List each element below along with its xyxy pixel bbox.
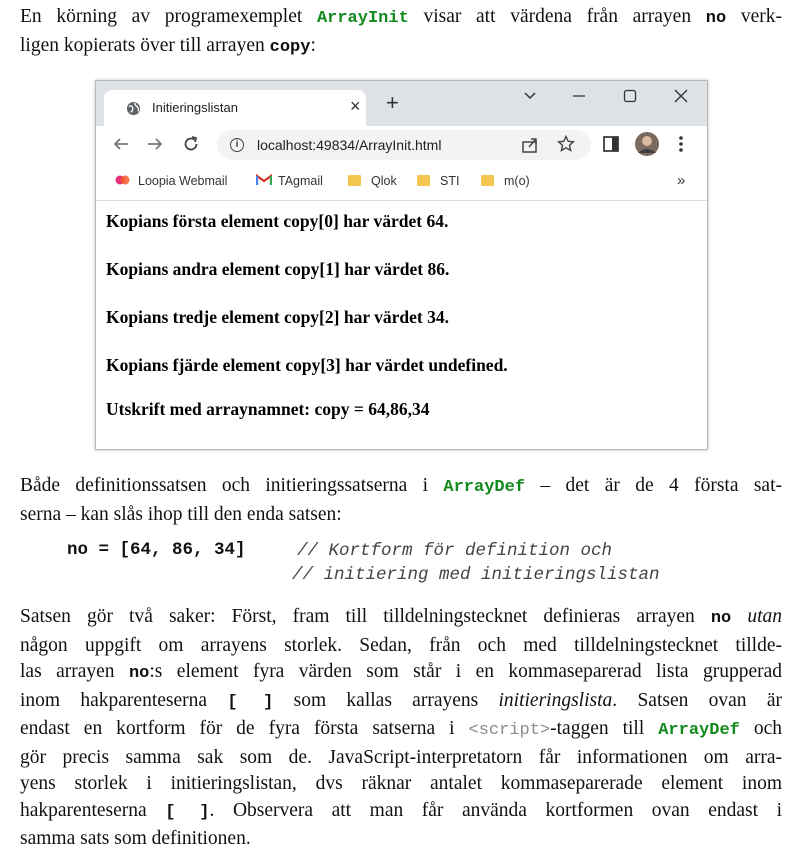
bookmark-star-icon[interactable] bbox=[557, 135, 575, 158]
new-tab-button[interactable]: + bbox=[386, 90, 399, 115]
globe-icon bbox=[126, 101, 141, 121]
folder-icon bbox=[481, 175, 494, 186]
para3-line-6: gör precis samma sak som de. JavaScript-interpretatorn får informationen om arra- bbox=[20, 746, 782, 768]
browser-toolbar bbox=[96, 126, 707, 164]
minimize-icon[interactable] bbox=[572, 89, 586, 108]
para3-line-2: någon uppgift om arrayens storlek. Sedan, från och med tilldelningstecknet tillde- bbox=[20, 634, 782, 656]
share-icon[interactable] bbox=[521, 136, 539, 159]
gmail-icon bbox=[256, 174, 272, 186]
close-window-icon[interactable] bbox=[674, 89, 688, 108]
menu-dots-icon[interactable] bbox=[678, 135, 684, 157]
code-arrayinit: ArrayInit bbox=[316, 9, 409, 28]
browser-titlebar bbox=[96, 81, 707, 126]
para2-line-1: Både definitionssatsen och initieringssatserna i ArrayDef – det är de 4 första sat- bbox=[20, 475, 782, 497]
paragraph-arraydef bbox=[20, 473, 782, 528]
paragraph-explanation bbox=[20, 604, 782, 853]
output-line-4: Kopians fjärde element copy[3] har värdet undefined. bbox=[106, 355, 508, 375]
output-line-1: Kopians första element copy[0] har värdet 64. bbox=[106, 211, 449, 231]
para3-line-8: hakparenteserna [ ]. Observera att man får använda kortformen ovan endast i bbox=[20, 799, 782, 822]
para3-line-4: inom hakparenteserna [ ] som kallas arrayens initieringslista. Satsen ovan är bbox=[20, 689, 782, 712]
bookmark-mo[interactable]: m(o) bbox=[481, 174, 530, 188]
code-comment-1: // Kortform för definition och bbox=[297, 541, 613, 561]
code-no: no bbox=[705, 9, 727, 28]
folder-icon bbox=[417, 175, 430, 186]
loopia-icon bbox=[114, 174, 132, 186]
tab-title: Initieringslistan bbox=[152, 100, 238, 115]
para3-line-5: endast en kortform för de fyra första satserna i <script>-taggen till ArrayDef och bbox=[20, 718, 782, 740]
address-bar[interactable] bbox=[217, 130, 591, 160]
code-statement: no = [64, 86, 34] bbox=[67, 540, 246, 560]
tab-search-icon[interactable] bbox=[523, 89, 537, 108]
output-line-3: Kopians tredje element copy[2] har värdet 34. bbox=[106, 307, 449, 327]
code-comment-2: // initiering med initieringslistan bbox=[292, 565, 660, 585]
bookmark-loopia-webmail[interactable]: Loopia Webmail bbox=[114, 174, 227, 188]
browser-window bbox=[95, 80, 708, 450]
output-line-2: Kopians andra element copy[1] har värdet 86. bbox=[106, 259, 450, 279]
more-bookmarks-button[interactable]: » bbox=[677, 172, 686, 189]
bookmarks-bar bbox=[96, 164, 707, 201]
maximize-icon[interactable] bbox=[623, 89, 637, 108]
para2-line-2: serna – kan slås ihop till den enda satsen: bbox=[20, 503, 342, 525]
bookmark-qlok[interactable]: Qlok bbox=[348, 174, 397, 188]
back-arrow-icon[interactable] bbox=[112, 135, 130, 157]
para3-line-1: Satsen gör två saker: Först, fram till tilldelningstecknet definieras arrayen no utan bbox=[20, 606, 782, 628]
intro-line-2: ligen kopierats över till arrayen copy: bbox=[20, 34, 316, 57]
reload-icon[interactable] bbox=[182, 135, 200, 157]
code-copy: copy bbox=[269, 37, 311, 57]
side-panel-icon[interactable] bbox=[602, 135, 620, 157]
code-arraydef: ArrayDef bbox=[443, 478, 526, 497]
output-line-5: Utskrift med arraynamnet: copy = 64,86,34 bbox=[106, 399, 430, 419]
site-info-icon[interactable]: i bbox=[230, 138, 244, 152]
browser-tab[interactable] bbox=[104, 90, 366, 126]
page-content bbox=[96, 201, 707, 449]
url-text: localhost:49834/ArrayInit.html bbox=[257, 137, 442, 153]
bookmark-sti[interactable]: STI bbox=[417, 174, 459, 188]
avatar[interactable] bbox=[634, 131, 660, 161]
bookmark-tagmail[interactable]: TAgmail bbox=[256, 174, 323, 188]
para3-line-7: yens storlek i initieringslistan, dvs räknar antalet kommaseparerade element inom bbox=[20, 773, 782, 794]
para3-line-9: samma sats som definitionen. bbox=[20, 828, 251, 849]
tab-close-icon[interactable]: × bbox=[350, 96, 361, 116]
folder-icon bbox=[348, 175, 361, 186]
intro-line-1: En körning av programexemplet ArrayInit visar att värdena från arrayen no verk- bbox=[20, 6, 782, 28]
forward-arrow-icon[interactable] bbox=[146, 135, 164, 157]
para3-line-3: las arrayen no:s element fyra värden som står i en kommaseparerad lista grupperad bbox=[20, 661, 782, 683]
intro-paragraph bbox=[20, 4, 782, 61]
